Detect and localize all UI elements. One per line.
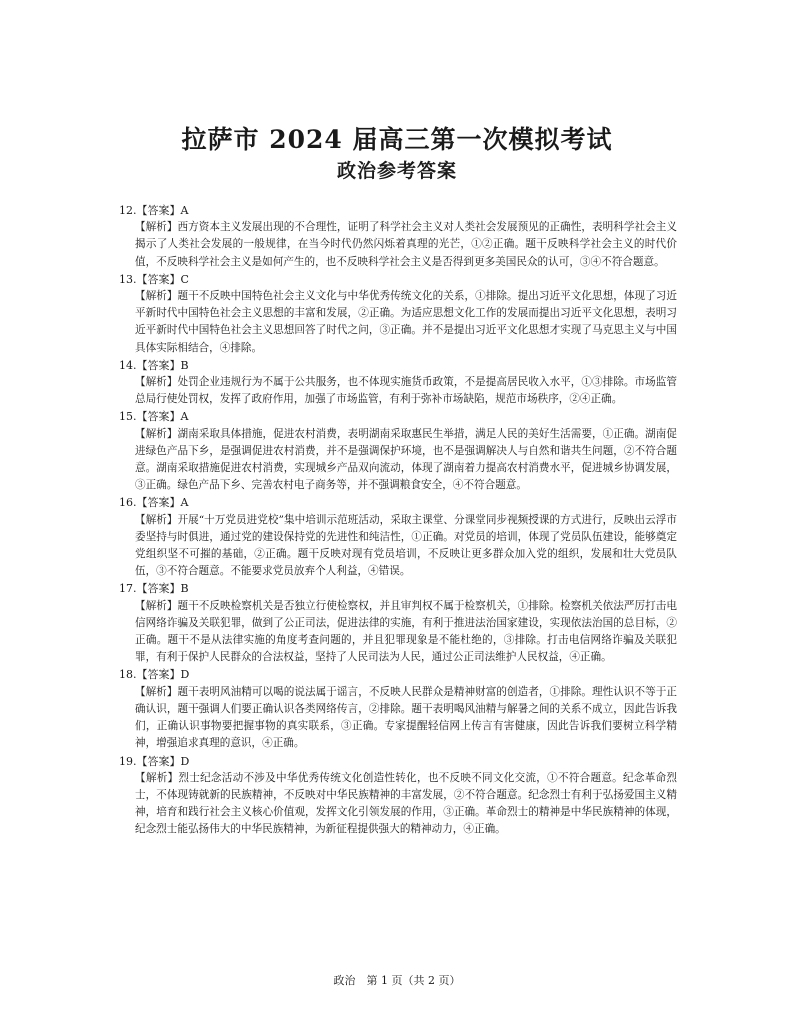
answer-label: 19.【答案】D <box>119 754 190 768</box>
answer-label: 13.【答案】C <box>119 272 189 286</box>
answer-label: 18.【答案】D <box>119 668 190 682</box>
explanation-text: 【解析】题干不反映检察机关是否独立行使检察权，并且审判权不属于检察机关，①排除。检察机关依法严厉打击电信网络诈骗及关联犯罪，做到了公正司法，促进法律的实施，有利于推进法治国家建设，实现依法治国的总目标，②正确。题干不是从法律实施的角度考查问题的，并且犯罪现象是不能杜绝的，③排除。打击电信网络诈骗及关联犯罪，有利于保护人民群众的合法权益，坚持了人民司法为人民，通过公正司法维护人民权益，④正确。 <box>135 599 677 664</box>
answer-item <box>119 580 677 666</box>
answer-label: 12.【答案】A <box>119 204 189 217</box>
explanation-text: 【解析】题干不反映中国特色社会主义文化与中华优秀传统文化的关系，①排除。提出习近平文化思想，体现了习近平新时代中国特色社会主义思想的丰富和发展，②正确。为适应思想文化工作的发展而提出习近平文化思想，表明习近平新时代中国特色社会主义思想回答了时代之问，③正确。并不是提出习近平文化思想才实现了马克思主义与中国具体实际相结合，④排除。 <box>135 290 677 354</box>
answer-label: 16.【答案】A <box>119 496 189 510</box>
explanation-text: 【解析】湖南采取具体措施，促进农村消费，表明湖南采取惠民生举措，满足人民的美好生活需要，①正确。湖南促进绿色产品下乡，是强调促进农村消费，并不是强调保护环境，也不是强调解决人与自然和谐共生问题，②不符合题意。湖南采取措施促进农村消费，实现城乡产品双向流动，体现了湖南着力提高农村消费水平，促进城乡协调发展，③正确。绿色产品下乡、完善农村电子商务等，并不强调粮食安全，④不符合题意。 <box>135 427 677 492</box>
page-footer: 政治 第 1 页（共 2 页） <box>333 974 461 987</box>
answer-item <box>119 494 677 580</box>
explanation-text: 【解析】开展“十万党员进党校”集中培训示范班活动，采取主课堂、分课堂同步视频授课的方式进行，反映出云浮市委坚持与时俱进，通过党的建设保持党的先进性和纯洁性，①正确。对党员的培训，体现了党员队伍建设，能够奠定党组织坚不可摧的基础，②正确。题干反映对现有党员培训，不反映让更多群众加入党的组织，发展和壮大党员队伍，③不符合题意。不能要求党员放弃个人利益，④错误。 <box>135 513 677 578</box>
answer-item <box>119 202 677 271</box>
answers-list <box>119 202 677 839</box>
page-title: 拉萨市 2024 届高三第一次模拟考试 <box>181 125 613 154</box>
answer-label: 15.【答案】A <box>119 410 189 424</box>
answer-item <box>119 666 677 752</box>
answer-item <box>119 357 677 409</box>
explanation-text: 【解析】处罚企业违规行为不属于公共服务，也不体现实施货币政策，不是提高居民收入水平，①③排除。市场监管总局行使处罚权，发挥了政府作用，加强了市场监管，有利于弥补市场缺陷，规范市场秩序，②④正确。 <box>135 376 677 406</box>
explanation-text: 【解析】西方资本主义发展出现的不合理性，证明了科学社会主义对人类社会发展预见的正确性，表明科学社会主义揭示了人类社会发展的一般规律，在当今时代仍然闪烁着真理的光芒，①②正确。题干反映科学社会主义的时代价值，不反映科学社会主义是如何产生的，也不反映科学社会主义是否得到更多美国民众的认可，③④不符合题意。 <box>135 221 677 268</box>
explanation-text: 【解析】题干表明风油精可以喝的说法属于谣言，不反映人民群众是精神财富的创造者，①排除。理性认识不等于正确认识，题干强调人们要正确认识各类网络传言，②排除。题干表明喝风油精与解暑之间的关系不成立，因此告诉我们，正确认识事物要把握事物的真实联系，③正确。专家提醒轻信网上传言有害健康，因此告诉我们要树立科学精神，增强追求真理的意识，④正确。 <box>135 685 677 750</box>
page-subtitle: 政治参考答案 <box>336 160 457 182</box>
answer-label: 17.【答案】B <box>119 582 189 596</box>
answer-item <box>119 271 677 357</box>
answer-item <box>119 408 677 494</box>
answer-label: 14.【答案】B <box>119 358 189 372</box>
explanation-text: 【解析】烈士纪念活动不涉及中华优秀传统文化创造性转化，也不反映不同文化交流，①不符合题意。纪念革命烈士，不体现铸就新的民族精神，不反映对中华民族精神的丰富发展，②不符合题意。纪念烈士有利于弘扬爱国主义精神，培育和践行社会主义核心价值观，发挥文化引领发展的作用，③正确。革命烈士的精神是中华民族精神的体现，纪念烈士能弘扬伟大的中华民族精神，为新征程提供强大的精神动力，④正确。 <box>135 771 677 836</box>
answer-item <box>119 753 677 839</box>
